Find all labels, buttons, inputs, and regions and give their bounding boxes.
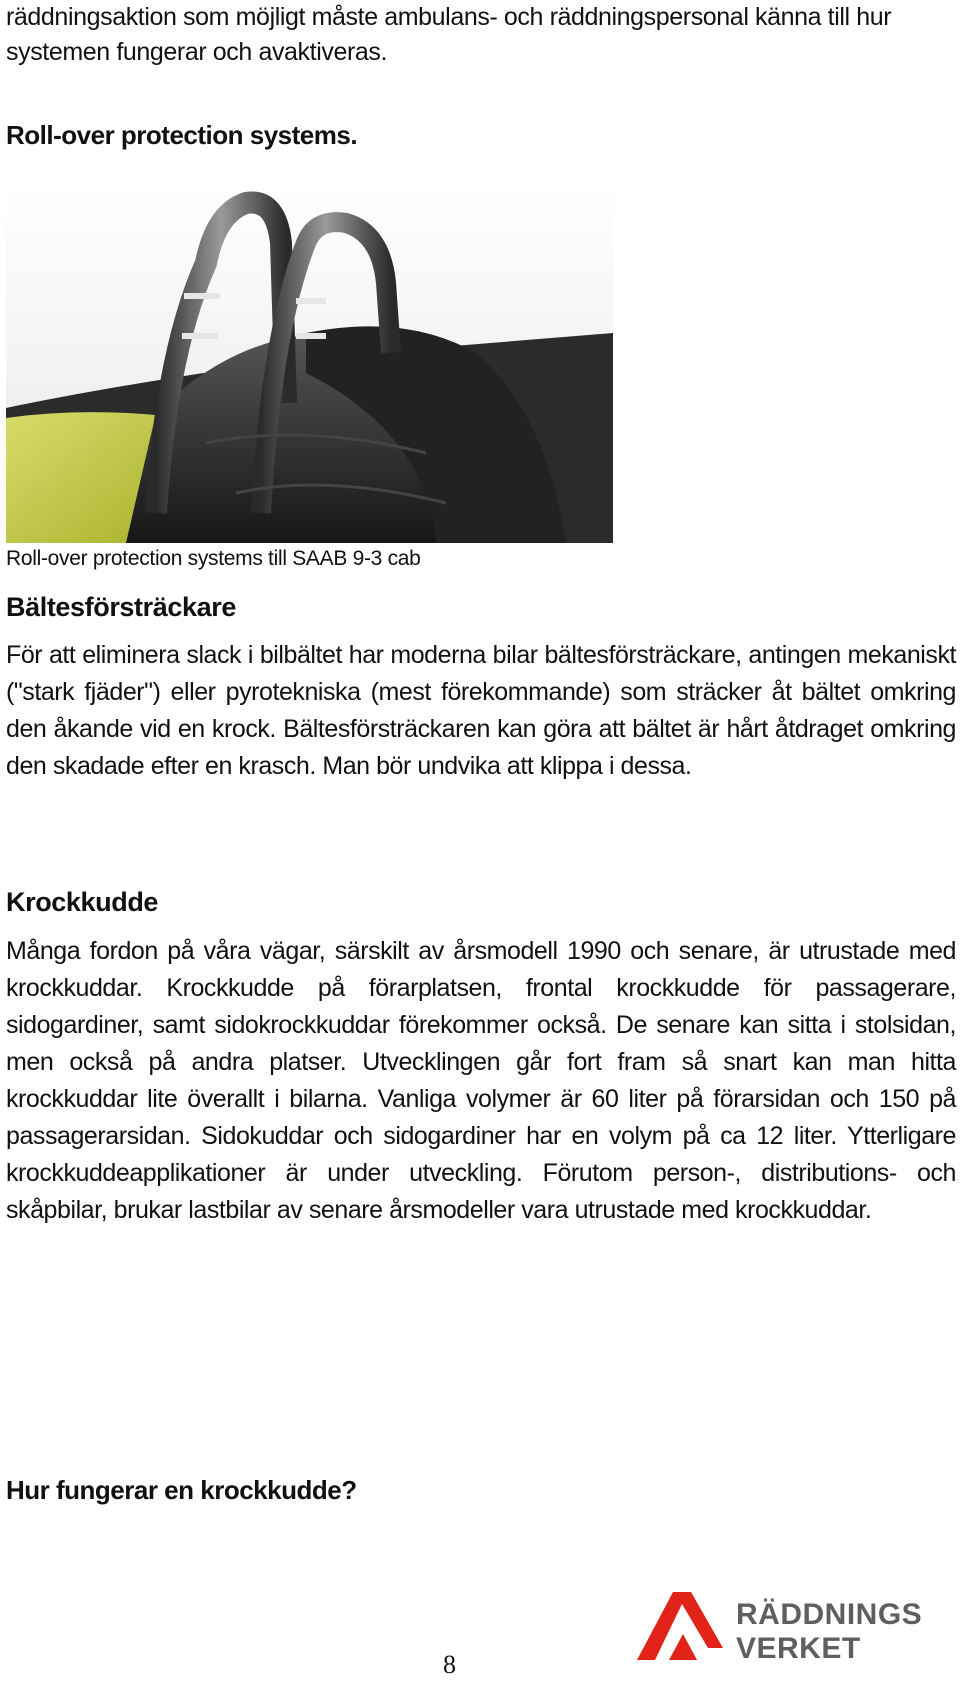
intro-paragraph: räddningsaktion som möjligt måste ambulans- och räddningspersonal känna till hur systemen fungerar och avaktiveras. — [6, 3, 892, 66]
section-body-baltesforstrackare: För att eliminera slack i bilbältet har moderna bilar bältesförsträckare, antingen mekaniskt ("stark fjäder") eller pyrotekniska (mest förekommande) som sträcker åt bältet omkring den åkande vid en krock. Bältesförsträckaren kan göra att bältet är hårt åtdraget omkring den skadade efter en krasch. Man bör undvika att klippa i dessa. — [6, 641, 956, 780]
section-body-krockkudde: Många fordon på våra vägar, särskilt av årsmodell 1990 och senare, är utrustade med krockkuddar. Krockkudde på förarplatsen, frontal krockkudde för passagerare, sidogardiner, samt sidokrockkuddar förekommer också. De senare kan sitta i stolsidan, men också på andra platser. Utvecklingen går fort fram så snart kan man hitta krockkuddar lite överallt i bilarna. Vanliga volymer är 60 liter på förarsidan och 150 på passagerarsidan. Sidokuddar och sidogardiner har en volym på ca 12 liter. Ytterligare krockkuddeapplikationer är under utveckling. Förutom person-, distributions- och skåpbilar, brukar lastbilar av senare årsmodeller vara utrustade med krockkuddar. — [6, 937, 956, 1224]
photo-caption: Roll-over protection systems till SAAB 9-3 cab — [6, 547, 421, 570]
section-title-krockkudde: Krockkudde — [6, 887, 159, 917]
logo-text-line2: VERKET — [736, 1632, 861, 1665]
logo-text-line1: RÄDDNINGS — [736, 1598, 923, 1631]
page-number: 8 — [443, 1650, 456, 1679]
rollover-photo — [6, 183, 613, 543]
question-heading: Hur fungerar en krockkudde? — [6, 1475, 357, 1505]
rollover-bars-image — [6, 183, 613, 543]
section-title-baltesforstrackare: Bältesförsträckare — [6, 592, 236, 622]
rollover-heading: Roll-over protection systems. — [6, 120, 358, 150]
